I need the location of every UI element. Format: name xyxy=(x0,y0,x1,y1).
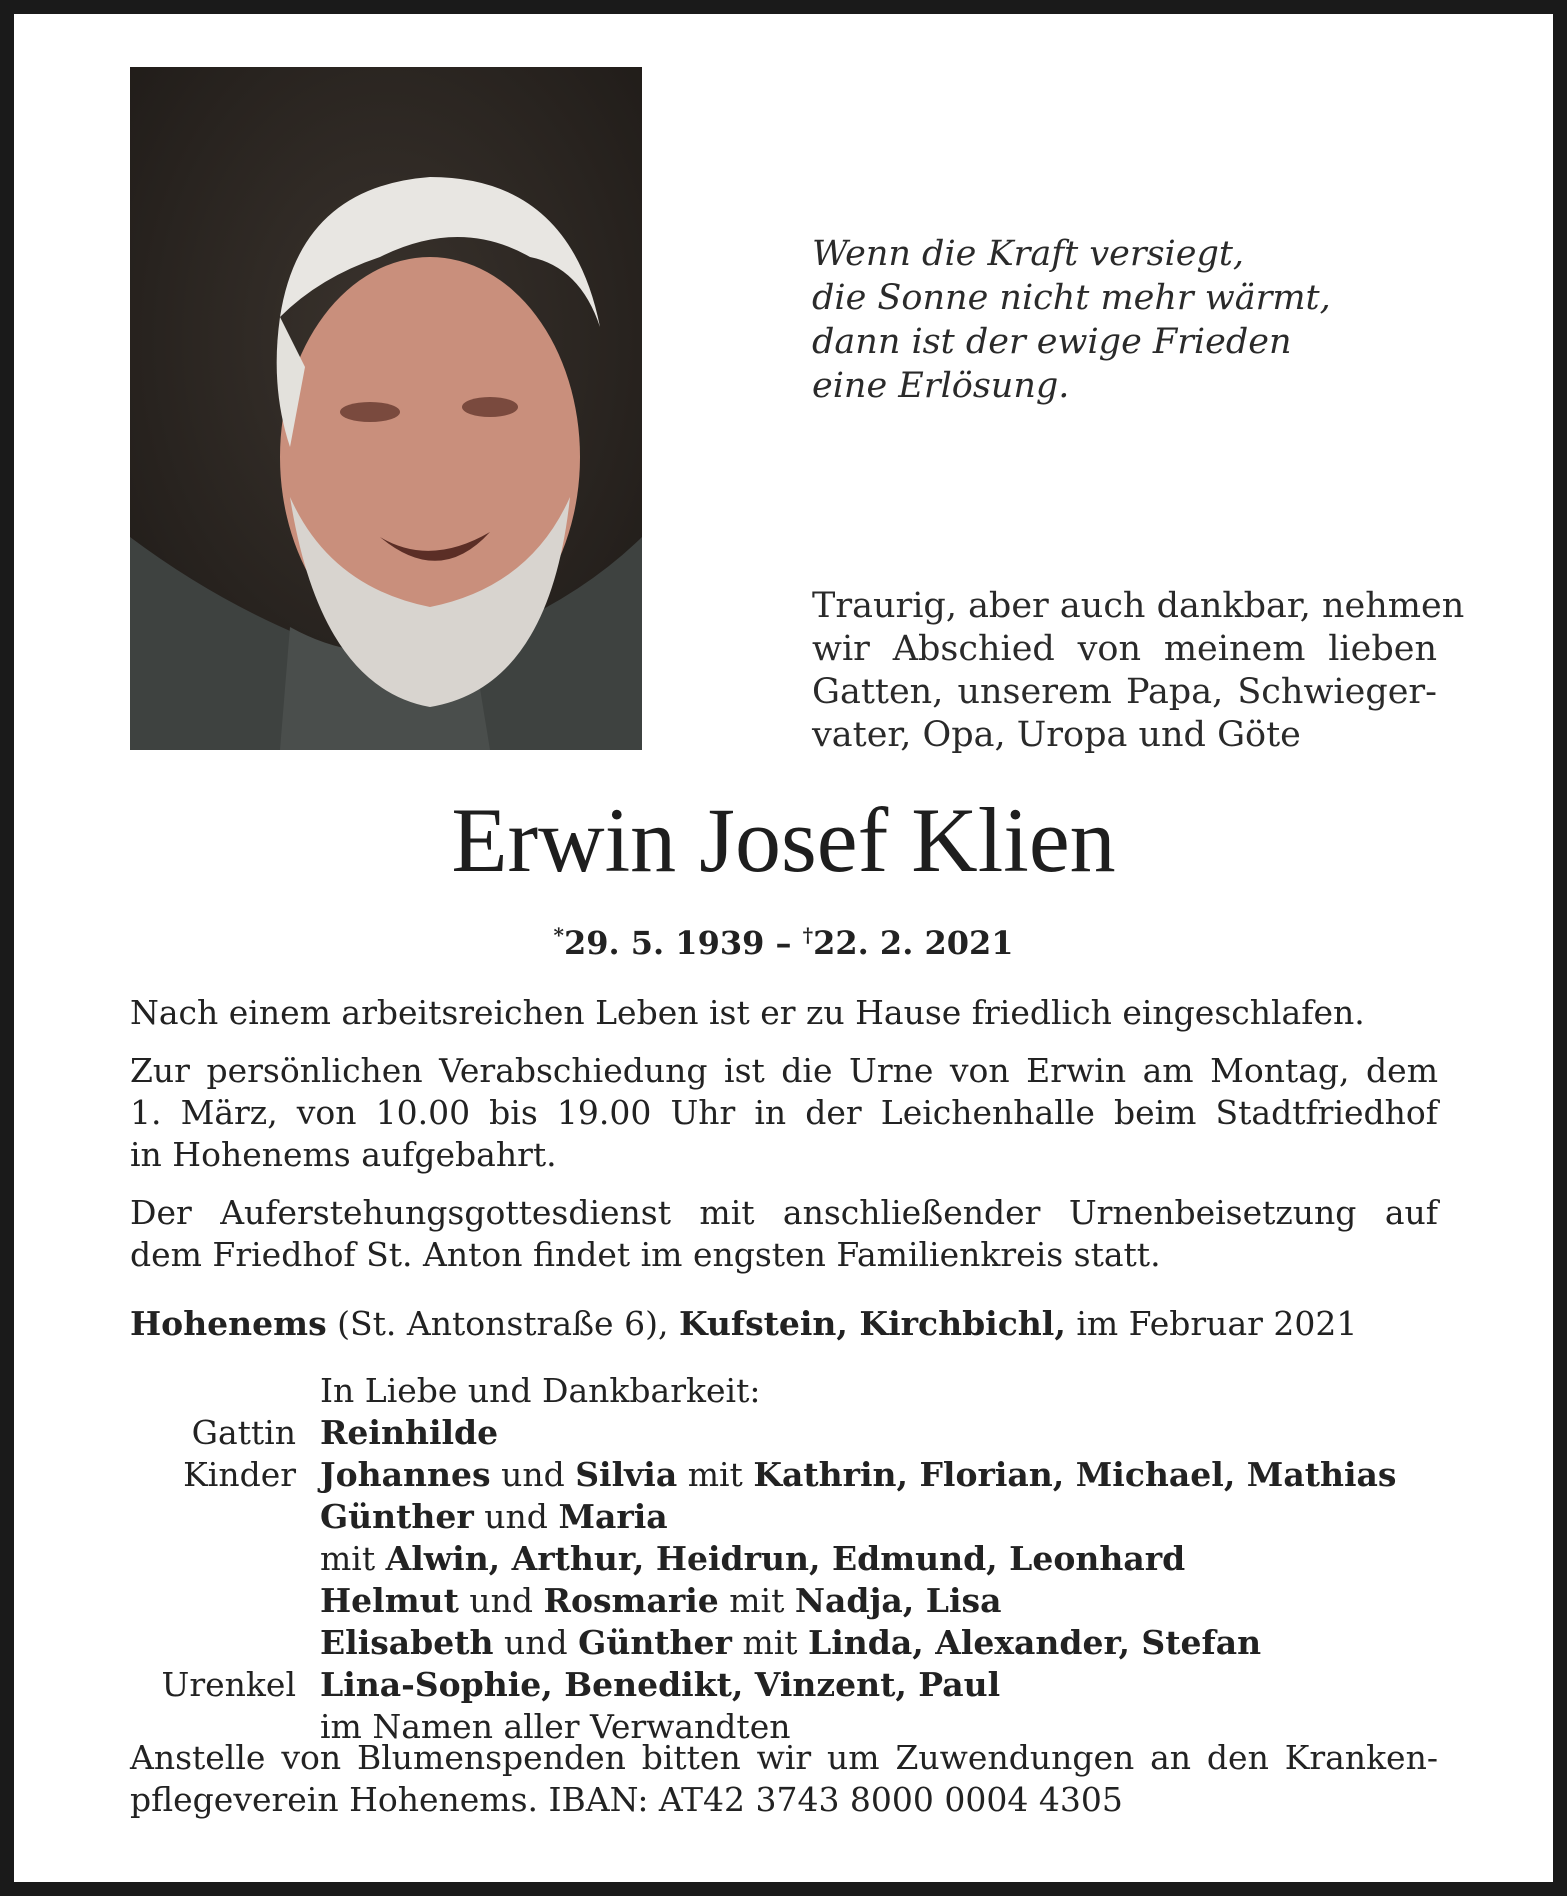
role-label: Kinder xyxy=(183,1455,296,1494)
paragraph-line: Nach einem arbeitsreichen Leben ist er zu Hause friedlich eingeschlafen. xyxy=(130,993,1365,1032)
family-row xyxy=(130,1454,1396,1496)
conjunction: und xyxy=(504,1623,568,1662)
family-closing: im Namen aller Verwandten xyxy=(320,1707,791,1746)
place-address: (St. Antonstraße 6), xyxy=(337,1304,669,1343)
paragraph-service xyxy=(130,1192,1438,1276)
child-spouse-name: Maria xyxy=(558,1497,668,1536)
grandchildren-names: Kathrin, Florian, Michael, Mathias xyxy=(753,1455,1397,1494)
grandchildren-names: Nadja, Lisa xyxy=(794,1581,1002,1620)
paragraph-passing xyxy=(130,992,1438,1034)
family-intro: In Liebe und Dankbarkeit: xyxy=(320,1371,761,1410)
conjunction: mit xyxy=(742,1623,798,1662)
spouse-name: Reinhilde xyxy=(320,1413,499,1452)
portrait-photo xyxy=(130,67,642,750)
intro-line: vater, Opa, Uropa und Göte xyxy=(812,715,1301,755)
date-separator: – xyxy=(775,924,792,962)
conjunction: und xyxy=(501,1455,565,1494)
poem-line: eine Erlösung. xyxy=(812,366,1070,406)
paragraph-line: in Hohenems aufgebahrt. xyxy=(130,1135,557,1174)
life-dates xyxy=(0,915,1567,963)
child-spouse-name: Silvia xyxy=(575,1455,678,1494)
intro-line: Gatten, unserem Papa, Schwieger- xyxy=(812,672,1437,712)
child-spouse-name: Günther xyxy=(578,1623,732,1662)
family-row xyxy=(130,1496,1396,1538)
role-label: Gattin xyxy=(191,1413,296,1452)
deceased-name: Erwin Josef Klien xyxy=(451,789,1116,891)
poem-line: Wenn die Kraft versiegt, xyxy=(812,234,1245,274)
grandchildren-names: Linda, Alexander, Stefan xyxy=(808,1623,1262,1662)
paragraph-line: 1. März, von 10.00 bis 19.00 Uhr in der Leichenhalle beim Stadtfriedhof xyxy=(130,1093,1438,1132)
grandchildren-names: Alwin, Arthur, Heidrun, Edmund, Leonhard xyxy=(385,1539,1186,1578)
poem-line: dann ist der ewige Frieden xyxy=(812,322,1292,362)
family-row xyxy=(130,1370,1396,1412)
poem-quote xyxy=(812,232,1331,408)
place-date: im Februar 2021 xyxy=(1076,1304,1358,1343)
intro-line: wir Abschied von meinem lieben xyxy=(812,629,1437,669)
conjunction: mit xyxy=(320,1539,376,1578)
paragraph-farewell xyxy=(130,1050,1438,1176)
family-row xyxy=(130,1580,1396,1622)
child-spouse-name: Rosmarie xyxy=(543,1581,719,1620)
place-city: Hohenems xyxy=(130,1304,327,1343)
conjunction: mit xyxy=(729,1581,785,1620)
donation-line: pflegeverein Hohenems. IBAN: AT42 3743 8000 0004 4305 xyxy=(130,1780,1123,1819)
family-list xyxy=(130,1370,1396,1748)
family-row xyxy=(130,1538,1396,1580)
death-symbol: † xyxy=(802,923,814,947)
place-and-date xyxy=(130,1303,1357,1345)
conjunction: und xyxy=(469,1581,534,1620)
family-row xyxy=(130,1622,1396,1664)
role-label: Urenkel xyxy=(161,1665,296,1704)
great-grandchildren-names: Lina-Sophie, Benedikt, Vinzent, Paul xyxy=(320,1665,1001,1704)
child-name: Elisabeth xyxy=(320,1623,494,1662)
intro-text xyxy=(812,585,1465,757)
birth-symbol: * xyxy=(553,923,564,947)
death-date: 22. 2. 2021 xyxy=(813,924,1014,962)
family-row xyxy=(130,1412,1396,1454)
donation-note xyxy=(130,1737,1438,1821)
paragraph-line: dem Friedhof St. Anton findet im engsten Familienkreis statt. xyxy=(130,1235,1161,1274)
child-name: Günther xyxy=(320,1497,474,1536)
conjunction: mit xyxy=(687,1455,743,1494)
paragraph-line: Der Auferstehungsgottesdienst mit anschließender Urnenbeisetzung auf xyxy=(130,1193,1438,1232)
poem-line: die Sonne nicht mehr wärmt, xyxy=(812,278,1331,318)
intro-line: Traurig, aber auch dankbar, nehmen xyxy=(812,586,1465,626)
paragraph-line: Zur persönlichen Verabschiedung ist die Urne von Erwin am Montag, dem xyxy=(130,1051,1438,1090)
place-cities: Kufstein, Kirchbichl, xyxy=(678,1304,1066,1343)
birth-date: 29. 5. 1939 xyxy=(563,924,765,962)
child-name: Helmut xyxy=(320,1581,459,1620)
family-row xyxy=(130,1664,1396,1706)
portrait-photo-icon xyxy=(130,67,642,750)
conjunction: und xyxy=(484,1497,548,1536)
donation-line: Anstelle von Blumenspenden bitten wir um Zuwendungen an den Kranken- xyxy=(130,1738,1438,1777)
child-name: Johannes xyxy=(320,1455,491,1494)
